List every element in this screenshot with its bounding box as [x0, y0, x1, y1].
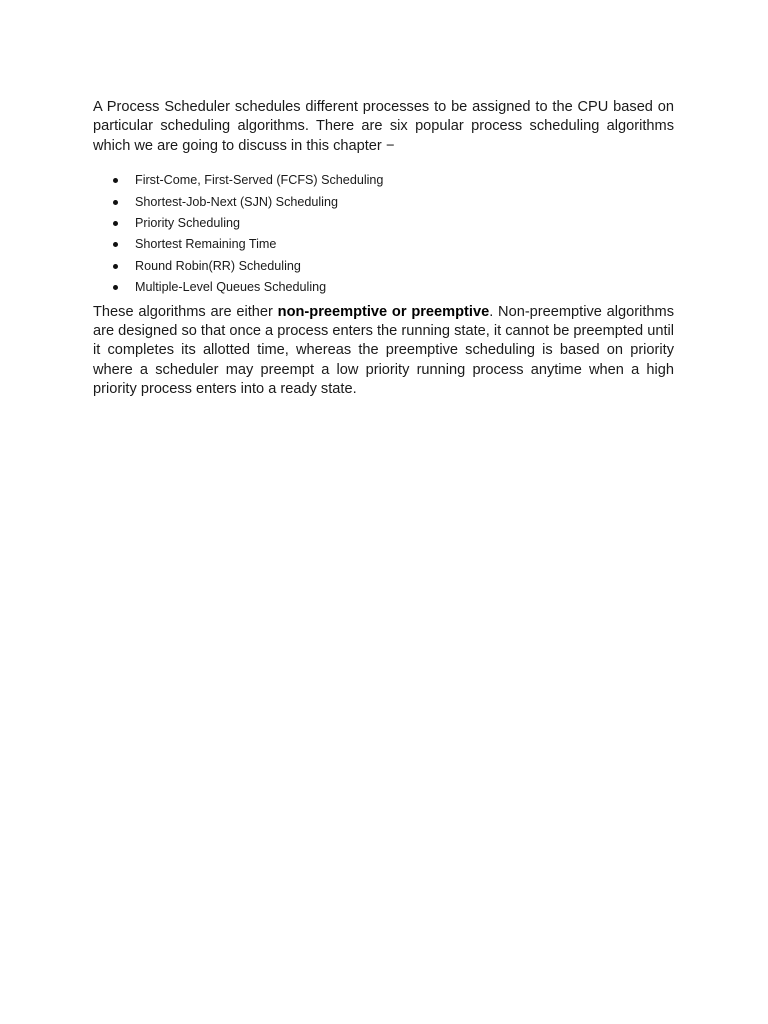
list-item — [93, 192, 674, 213]
intro-paragraph: A Process Scheduler schedules different processes to be assigned to the CPU based on particular scheduling algorithms. There are six popular process scheduling algorithms which we are going to discuss in this chapter − — [93, 99, 674, 154]
list-item — [93, 213, 674, 234]
list-item — [93, 234, 674, 255]
list-item — [93, 170, 674, 191]
list-item-label: Multiple-Level Queues Scheduling — [135, 280, 327, 295]
list-item-label: First-Come, First-Served (FCFS) Scheduling — [135, 173, 384, 188]
outro-emphasis: non-preemptive or preemptive — [277, 303, 490, 320]
outro-text-after: . Non-preemptive algorithms are designed so that once a process enters the running state, it cannot be preempted until it completes its allotted time, whereas the preemptive scheduling is based on priority where a scheduler may preempt a low priority running process anytime when a high priority process enters into a ready state. — [93, 303, 674, 398]
list-item-label: Priority Scheduling — [135, 216, 240, 230]
document-page — [93, 98, 674, 400]
bullet-icon — [113, 285, 118, 290]
list-item — [93, 256, 674, 277]
bullet-icon — [113, 242, 118, 247]
outro-paragraph — [93, 303, 674, 400]
list-item-label: Round Robin(RR) Scheduling — [135, 258, 301, 273]
algorithm-list — [93, 170, 674, 298]
bullet-icon — [113, 178, 118, 183]
outro-text-before: These algorithms are either — [93, 303, 278, 320]
list-item-label: Shortest-Job-Next (SJN) Scheduling — [135, 194, 338, 209]
bullet-icon — [113, 221, 118, 226]
bullet-icon — [113, 200, 118, 205]
bullet-icon — [113, 264, 118, 269]
list-item — [93, 277, 674, 298]
list-item-label: Shortest Remaining Time — [135, 237, 277, 252]
